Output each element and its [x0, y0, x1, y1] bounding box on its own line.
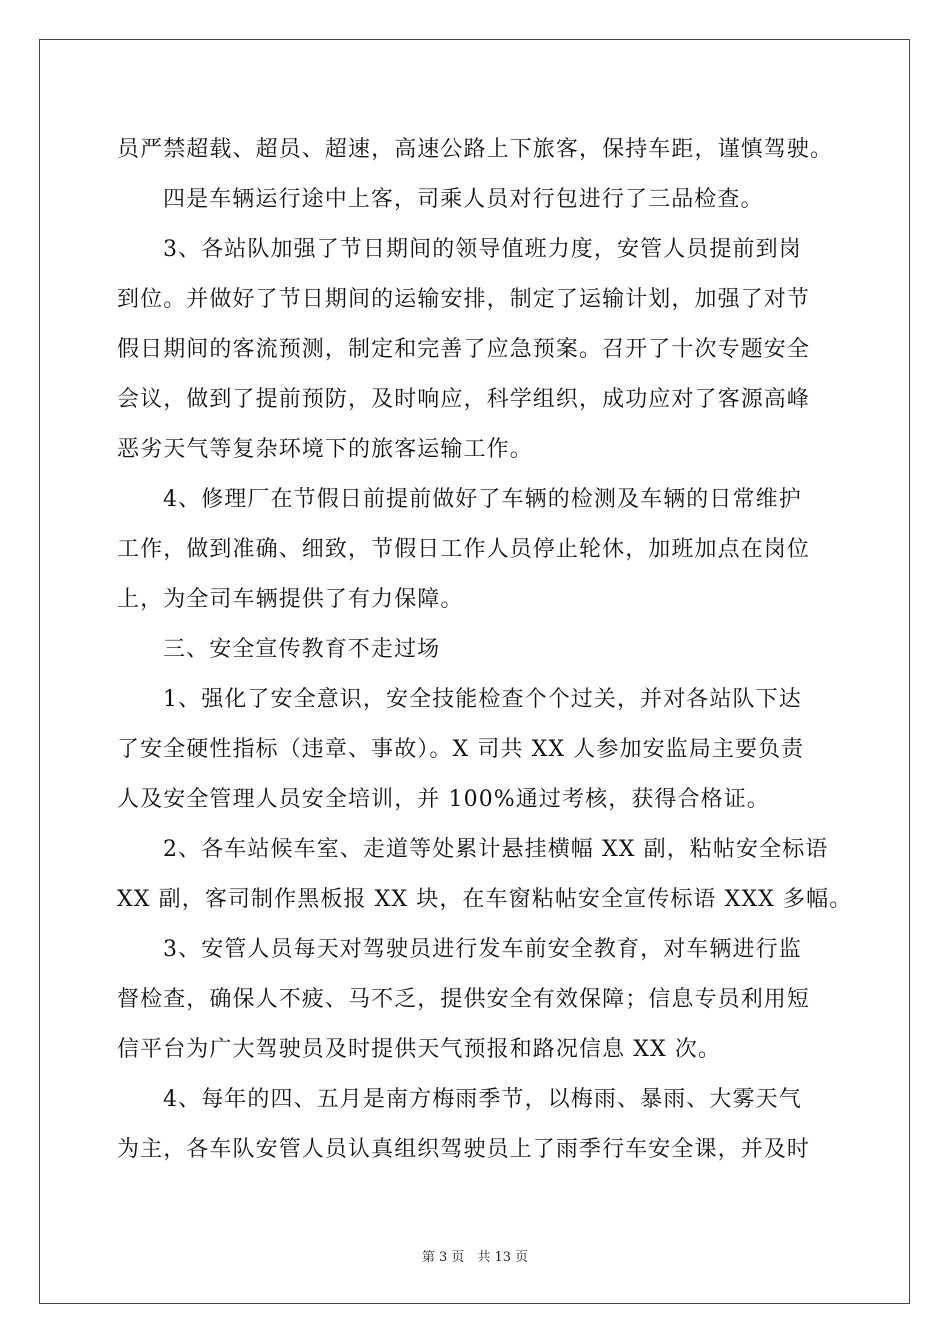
text-line: 假日期间的客流预测，制定和完善了应急预案。召开了十次专题安全	[117, 337, 811, 362]
paragraph-start-line: 4、每年的四、五月是南方梅雨季节，以梅雨、暴雨、大雾天气	[163, 1087, 802, 1112]
paragraph-start-line: 2、各车站候车室、走道等处累计悬挂横幅 XX 副，粘帖安全标语	[163, 837, 829, 862]
page-number-footer: 第 3 页 共 13 页	[421, 1250, 529, 1265]
text-line: 恶劣天气等复杂环境下的旅客运输工作。	[117, 437, 533, 462]
text-line: 工作，做到准确、细致，节假日工作人员停止轮休，加班加点在岗位	[117, 537, 811, 562]
text-line: 四是车辆运行途中上客，司乘人员对行包进行了三品检查。	[163, 187, 764, 212]
text-line: 督检查，确保人不疲、马不乏，提供安全有效保障；信息专员利用短	[117, 987, 811, 1012]
text-line: 人及安全管理人员安全培训，并 100%通过考核，获得合格证。	[117, 787, 770, 812]
paragraph-start-line: 1、强化了安全意识，安全技能检查个个过关，并对各站队下达	[163, 687, 802, 712]
paragraph-start-line: 3、安管人员每天对驾驶员进行发车前安全教育，对车辆进行监	[163, 937, 802, 962]
text-line: 会议，做到了提前预防，及时响应，科学组织，成功应对了客源高峰	[117, 387, 811, 412]
section-heading: 三、安全宣传教育不走过场	[163, 637, 441, 662]
text-line: 到位。并做好了节日期间的运输安排，制定了运输计划，加强了对节	[117, 287, 811, 312]
text-line: XX 副，客司制作黑板报 XX 块，在车窗粘帖安全宣传标语 XXX 多幅。	[117, 887, 853, 912]
paragraph-start-line: 4、修理厂在节假日前提前做好了车辆的检测及车辆的日常维护	[163, 487, 802, 512]
document-body	[117, 125, 853, 1175]
text-line: 信平台为广大驾驶员及时提供天气预报和路况信息 XX 次。	[117, 1037, 722, 1062]
text-line: 员严禁超载、超员、超速，高速公路上下旅客，保持车距，谨慎驾驶。	[117, 137, 834, 162]
text-line: 为主，各车队安管人员认真组织驾驶员上了雨季行车安全课，并及时	[117, 1137, 811, 1162]
text-line: 了安全硬性指标（违章、事故）。X 司共 XX 人参加安监局主要负责	[117, 737, 805, 762]
text-line: 上，为全司车辆提供了有力保障。	[117, 587, 464, 612]
paragraph-start-line: 3、各站队加强了节日期间的领导值班力度，安管人员提前到岗	[163, 237, 802, 262]
